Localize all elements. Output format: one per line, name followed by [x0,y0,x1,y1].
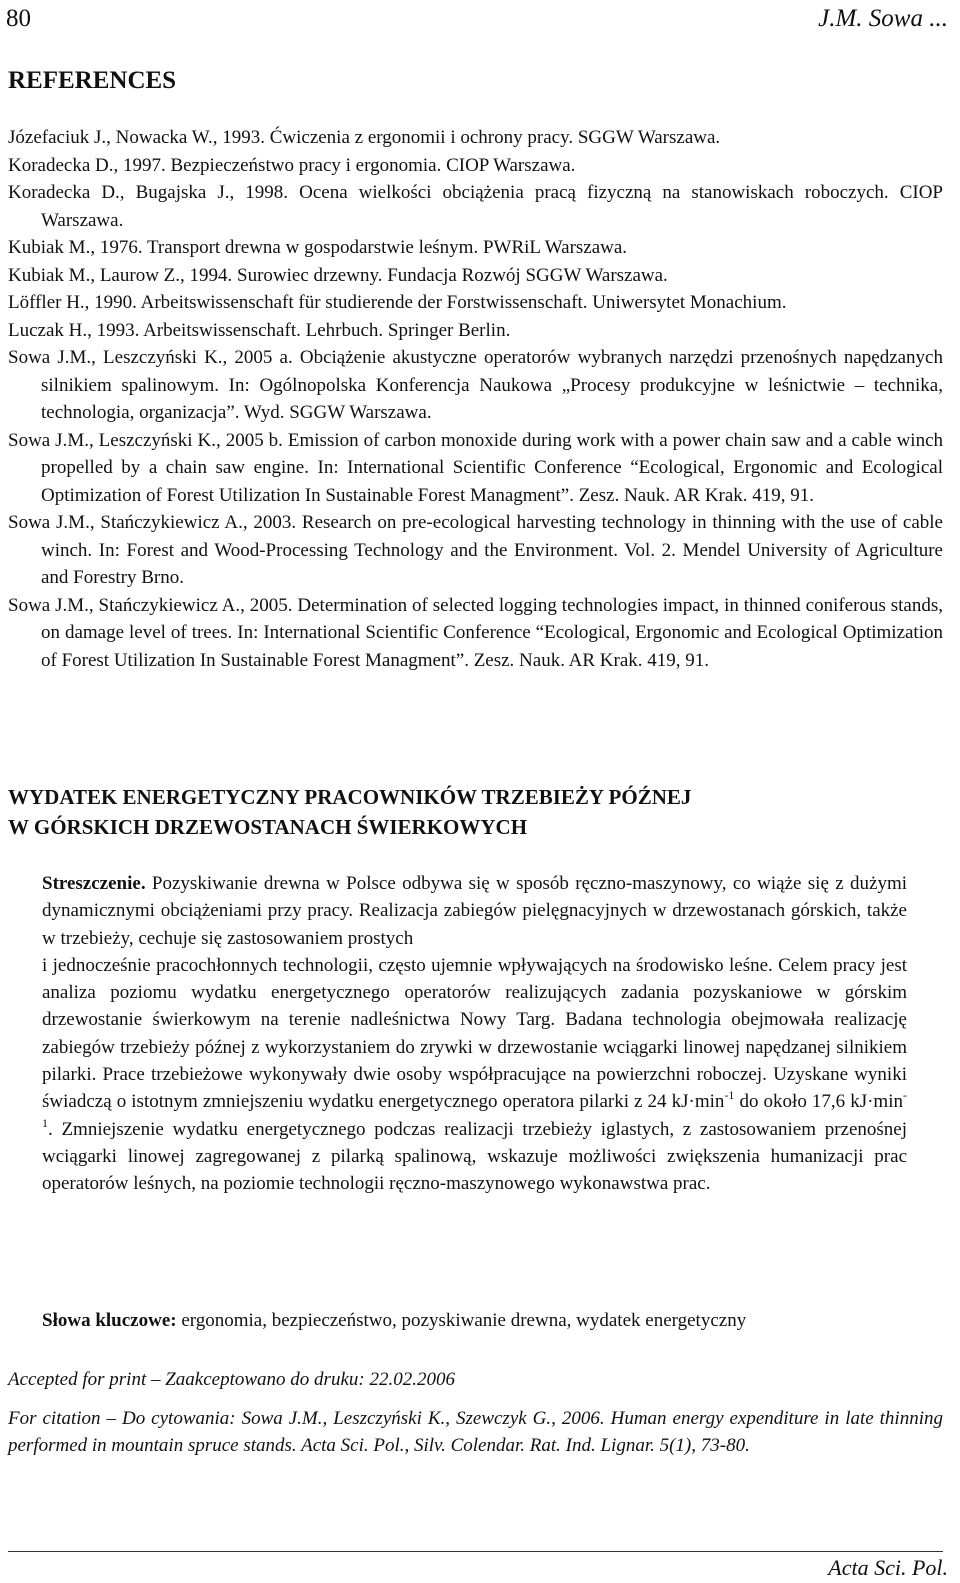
unit-exponent: -1 [42,1088,907,1130]
journal-footer: Acta Sci. Pol. [828,1555,948,1580]
reference-item: Kubiak M., Laurow Z., 1994. Surowiec drzewny. Fundacja Rozwój SGGW Warszawa. [8,264,668,286]
reference-item: Józefaciuk J., Nowacka W., 1993. Ćwiczenia z ergonomii i ochrony pracy. SGGW Warszawa. [8,127,721,148]
reference-item: Löffler H., 1990. Arbeitswissenschaft für studierende der Forstwissenschaft. Uniwersytet Monachium. [8,292,787,313]
reference-item: Sowa J.M., Leszczyński K., 2005 b. Emission of carbon monoxide during work with a power chain saw and a cable winch propelled by a chain saw engine. In: International Scientific Conference “Ecological, Ergonomic and Ecological Optimization of Forest Utilization In Sustainable Forest Managment”. Zesz. Nauk. AR Krak. 419, 91. [8,429,943,506]
reference-item: Sowa J.M., Stańczykiewicz A., 2005. Determination of selected logging technologies impact, in thinned coniferous stands, on damage level of trees. In: International Scientific Conference “Ecological, Ergonomic and Ecological Optimization of Forest Utilization In Sustainable Forest Managment”. Zesz. Nauk. AR Krak. 419, 91. [8,594,943,671]
keywords [42,1307,922,1334]
reference-list [8,124,943,674]
polish-section-title [8,782,943,842]
accepted-note: Accepted for print – Zaakceptowano do druku: 22.02.2006 [8,1369,455,1390]
abstract-label: Streszczenie. [42,873,146,894]
reference-item: Sowa J.M., Stańczykiewicz A., 2003. Research on pre-ecological harvesting technology in thinning with the use of cable winch. In: Forest and Wood-Processing Technology and the Environment. Vol. 2. Mendel University of Agriculture and Forestry Brno. [8,512,943,588]
reference-item: Sowa J.M., Leszczyński K., 2005 a. Obciążenie akustyczne operatorów wybranych narzędzi przenośnych napędzanych silnikiem spalinowym. In: Ogólnopolska Konferencja Naukowa „Procesy produkcyjne w leśnictwie – technika, technologia, organizacja”. Wyd. SGGW Warszawa. [8,347,943,423]
abstract-paragraph-1 [42,870,907,952]
reference-item: Koradecka D., Bugajska J., 1998. Ocena wielkości obciążenia pracą fizyczną na stanowiskach roboczych. CIOP Warszawa. [8,182,943,231]
abstract-text-part4: . Zmniejszenie wydatku energetycznego podczas realizacji trzebieży iglastych, z zastosowaniem przenośnej wciągarki linowej zagregowanej z pilarką spalinową, wskazuje możliwości zwiększenia humanizacji prac operatorów leśnych, na poziomie technologii ręczno-maszynowego wykonawstwa prac. [42,1118,907,1195]
title-line-1: WYDATEK ENERGETYCZNY PRACOWNIKÓW TRZEBIEŻY PÓŹNEJ [8,785,692,809]
reference-item: Koradecka D., 1997. Bezpieczeństwo pracy i ergonomia. CIOP Warszawa. [8,154,576,176]
reference-item: Luczak H., 1993. Arbeitswissenschaft. Lehrbuch. Springer Berlin. [8,319,511,341]
abstract-text-part2: i jednocześnie pracochłonnych technologii, często ujemnie wpływających na środowisko leśne. Celem pracy jest analiza poziomu wydatku energetycznego operatorów realizujących zadania pozyskaniowe w górskim drzewostanie świerkowym na terenie nadleśnictwa Nowy Targ. Badana technologia obejmowała realizację zabiegów trzebieży późnej z wykorzystaniem do zrywki w drzewostanie wciągarki linowej napędzanej silnikiem pilarki. Prace trzebieżowe wykonywały dwie osoby współpracujące na powierzchni roboczej. Uzyskane wyniki świadczą o istotnym zmniejszeniu wydatku energetycznego operatora pilarki z 24 kJ·min [42,954,907,1113]
abstract-text-part1: Pozyskiwanie drewna w Polsce odbywa się w sposób ręczno-maszynowy, co wiąże się z dużymi dynamicznymi obciążeniami przy pracy. Realizacja zabiegów pielęgnacyjnych w drzewostanach górskich, także w trzebieży, cechuje się zastosowaniem prostych [42,873,907,949]
title-line-2: W GÓRSKICH DRZEWOSTANACH ŚWIERKOWYCH [8,815,528,839]
unit-exponent: -1 [724,1088,735,1103]
keywords-label: Słowa kluczowe: [42,1310,177,1331]
keywords-text: ergonomia, bezpieczeństwo, pozyskiwanie drewna, wydatek energetyczny [176,1310,747,1331]
abstract-paragraph-2 [42,952,907,1198]
footer-rule [8,1551,943,1552]
abstract-text-part3: do około 17,6 kJ·min [734,1091,903,1113]
references-heading: REFERENCES [8,67,177,94]
abstract [42,870,907,1198]
page-number: 80 [6,5,31,32]
reference-item: Kubiak M., 1976. Transport drewna w gospodarstwie leśnym. PWRiL Warszawa. [8,237,628,258]
running-title: J.M. Sowa ... [818,5,948,32]
citation-note: For citation – Do cytowania: Sowa J.M., Leszczyński K., Szewczyk G., 2006. Human energy expenditure in late thinning performed in mountain spruce stands. Acta Sci. Pol., Silv. Colendar. Rat. Ind. Lignar. 5(1), 73-80. [8,1408,943,1456]
